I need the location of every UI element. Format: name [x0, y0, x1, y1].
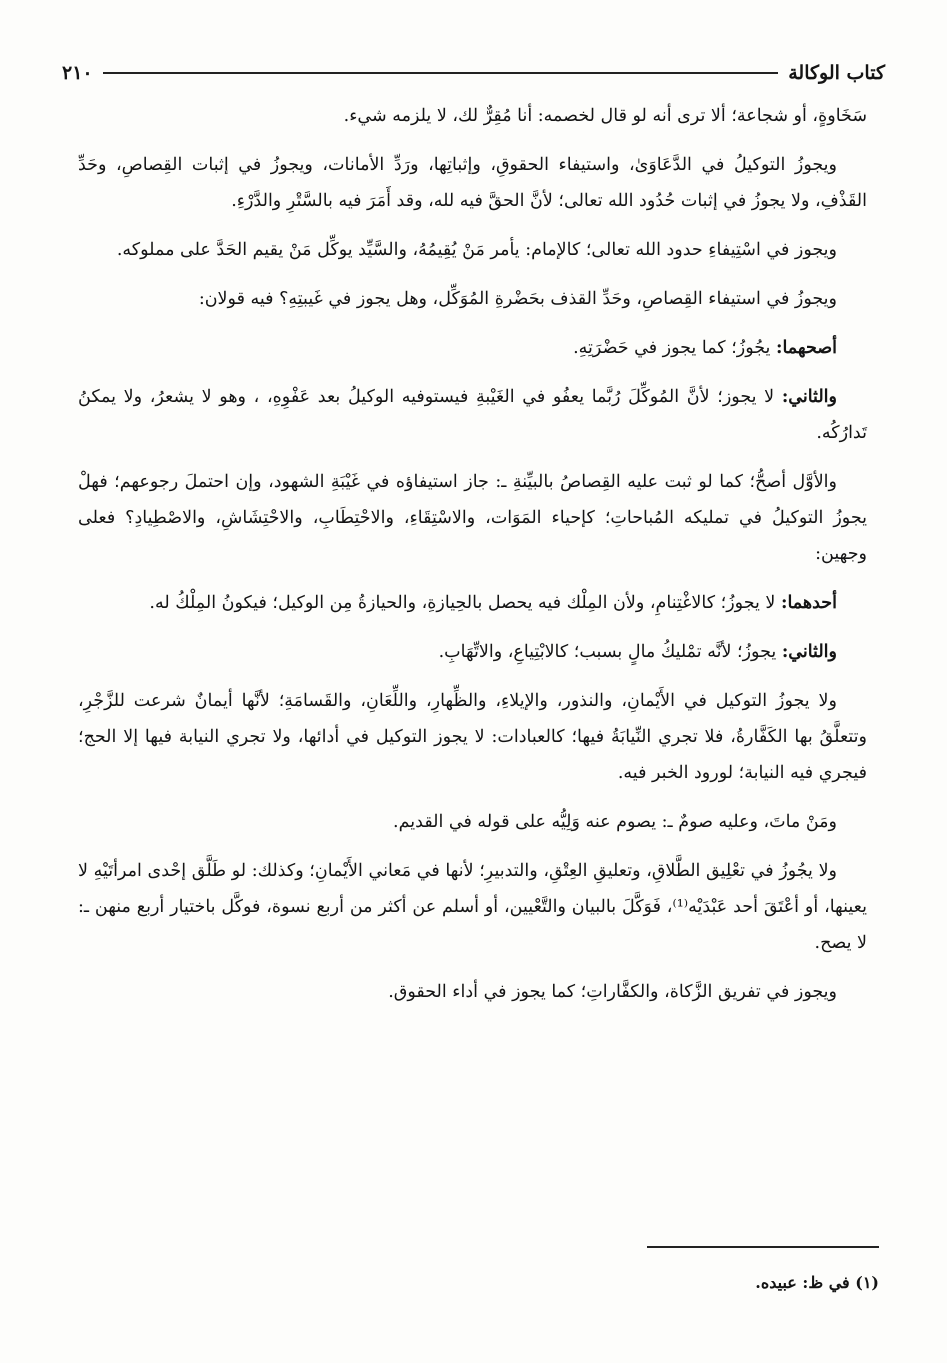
- paragraph: [78, 853, 867, 961]
- paragraph: [78, 974, 867, 1010]
- paragraph: [78, 634, 867, 670]
- paragraph-label: أصحهما:: [776, 338, 837, 358]
- paragraph-text: والأوَّل أصحُّ؛ كما لو ثبت عليه القِصاصُ بالبيِّنةِ ـ: جاز استيفاؤه في غَيْبَةِ الشهود، وإن احتملَ رجوعهم؛ فهلْ يجوزُ التوكيلُ في تمليكه المُباحاتِ؛ كإحياء المَوَات، والاسْتِقَاءِ، والاحْتِطَابِ، والاحْتِشَاشِ، والاصْطِيادِ؟ فعلى وجهين:: [78, 472, 867, 564]
- paragraph: [78, 147, 867, 219]
- paragraph-text: يجوزُ؛ لأنَّه تمْليكُ مالٍ بسبب؛ كالابْتِياعِ، والاتِّهَابِ.: [438, 642, 777, 662]
- paragraph: [78, 98, 867, 134]
- footnote-rule: [647, 1246, 879, 1248]
- paragraph: [78, 464, 867, 572]
- paragraph-text: ويجوزُ في استيفاء القِصاصِ، وحَدِّ القذف بحَضْرةِ المُوَكِّل، وهل يجوز في غَيبتِهِ؟ فيه قولان:: [198, 289, 837, 309]
- paragraph-text: لا يجوز؛ لأنَّ المُوكِّلَ رُبَّما يعفُو في الغَيْبةِ فيستوفيه الوكيلُ بعد عَفْوِهِ، ، وهو لا يشعرُ، ولا يمكنُ تَدارُكُه.: [78, 387, 867, 443]
- header-rule: [103, 72, 779, 74]
- paragraph: [78, 232, 867, 268]
- paragraph-text: ويجوز في تفريق الزَّكاة، والكفَّاراتِ؛ كما يجوز في أداء الحقوق.: [388, 982, 837, 1002]
- paragraph-text: ومَنْ ماتَ، وعليه صومٌ ـ: يصوم عنه وَلِيُّه على قوله في القديم.: [393, 812, 837, 832]
- paragraph-text: يجُوزُ؛ كما يجوز في حَضْرَتِهِ.: [573, 338, 771, 358]
- paragraph-text: سَخَاوةٍ، أو شجاعة؛ ألا ترى أنه لو قال لخصمه: أنا مُقِرٌّ لك، لا يلزمه شيء.: [343, 106, 867, 126]
- paragraph: [78, 330, 867, 366]
- paragraph-text: لا يجوزُ؛ كالاغْتِنامِ، ولأن المِلْك فيه يحصل بالحِيازةِ، والحيازةُ مِن الوكيل؛ فيكونُ المِلْكُ له.: [149, 593, 776, 613]
- paragraph: [78, 379, 867, 451]
- paragraph: [78, 585, 867, 621]
- paragraph-label: والثاني:: [781, 387, 837, 407]
- paragraph-text: ويجوزُ التوكيلُ في الدَّعَاوَىٰ، واستيفاء الحقوقِ، وإثباتِها، ورَدِّ الأمانات، ويجوزُ في إثبات القِصاصِ، وحَدِّ القَذْفِ، ولا يجوزُ في إثبات حُدُود الله تعالى؛ لأنَّ الحقَّ فيه لله، وقد أَمَرَ فيه بالسَّتْرِ والدَّرْءِ.: [78, 155, 867, 211]
- paragraph-label: والثاني:: [781, 642, 837, 662]
- body-text: [78, 98, 867, 1023]
- paragraph-text: ويجوز في اسْتِيفاءِ حدود الله تعالى؛ كالإمام: يأمر مَنْ يُقِيمُهُ، والسَّيِّد يوكِّل مَنْ يقيم الحَدَّ على مملوكه.: [116, 240, 837, 260]
- paragraph-label: أحدهما:: [780, 593, 837, 613]
- paragraph: [78, 281, 867, 317]
- book-title: كتاب الوكالة: [788, 62, 885, 84]
- page-header: [62, 58, 885, 88]
- footnote: (١) في ظ: عبيده.: [755, 1273, 879, 1292]
- paragraph: [78, 804, 867, 840]
- paragraph-text: ولا يجوزُ التوكيل في الأَيْمانِ، والنذور، والإيلاءِ، والظِّهارِ، واللِّعَانِ، والقَسامَةِ؛ لأنَّها أيمانٌ شرعت للزَّجْرِ، وتتعلَّقُ بها الكَفَّارةُ، فلا تجري النِّيابَةُ فيها؛ كالعبادات: لا يجوز التوكيل في أدائها، ولا تجري النيابة فيها إلا الحج؛ فيجري فيه النيابة؛ لورود الخبر فيه.: [78, 691, 867, 783]
- page-number: ٢١٠: [62, 62, 93, 84]
- paragraph: [78, 683, 867, 791]
- paragraph-text: ولا يجُوزُ في تعْلِيق الطَّلاقِ، وتعليقِ العِتْقِ، والتدبيرِ؛ لأنها في مَعاني الأَيْمانِ؛ وكذلك: لو طَلَّق إحْدى امرأتَيْهِ لا يعينها، أو أعْتَقَ أحد عَبْدَيْه⁽¹⁾، فَوَكَّلَ بالبيان والتَّعْيين، أو أسلم عن أكثر من أربع نسوة، فوكَّل باختيار أربع منهن ـ: لا يصح.: [78, 861, 867, 953]
